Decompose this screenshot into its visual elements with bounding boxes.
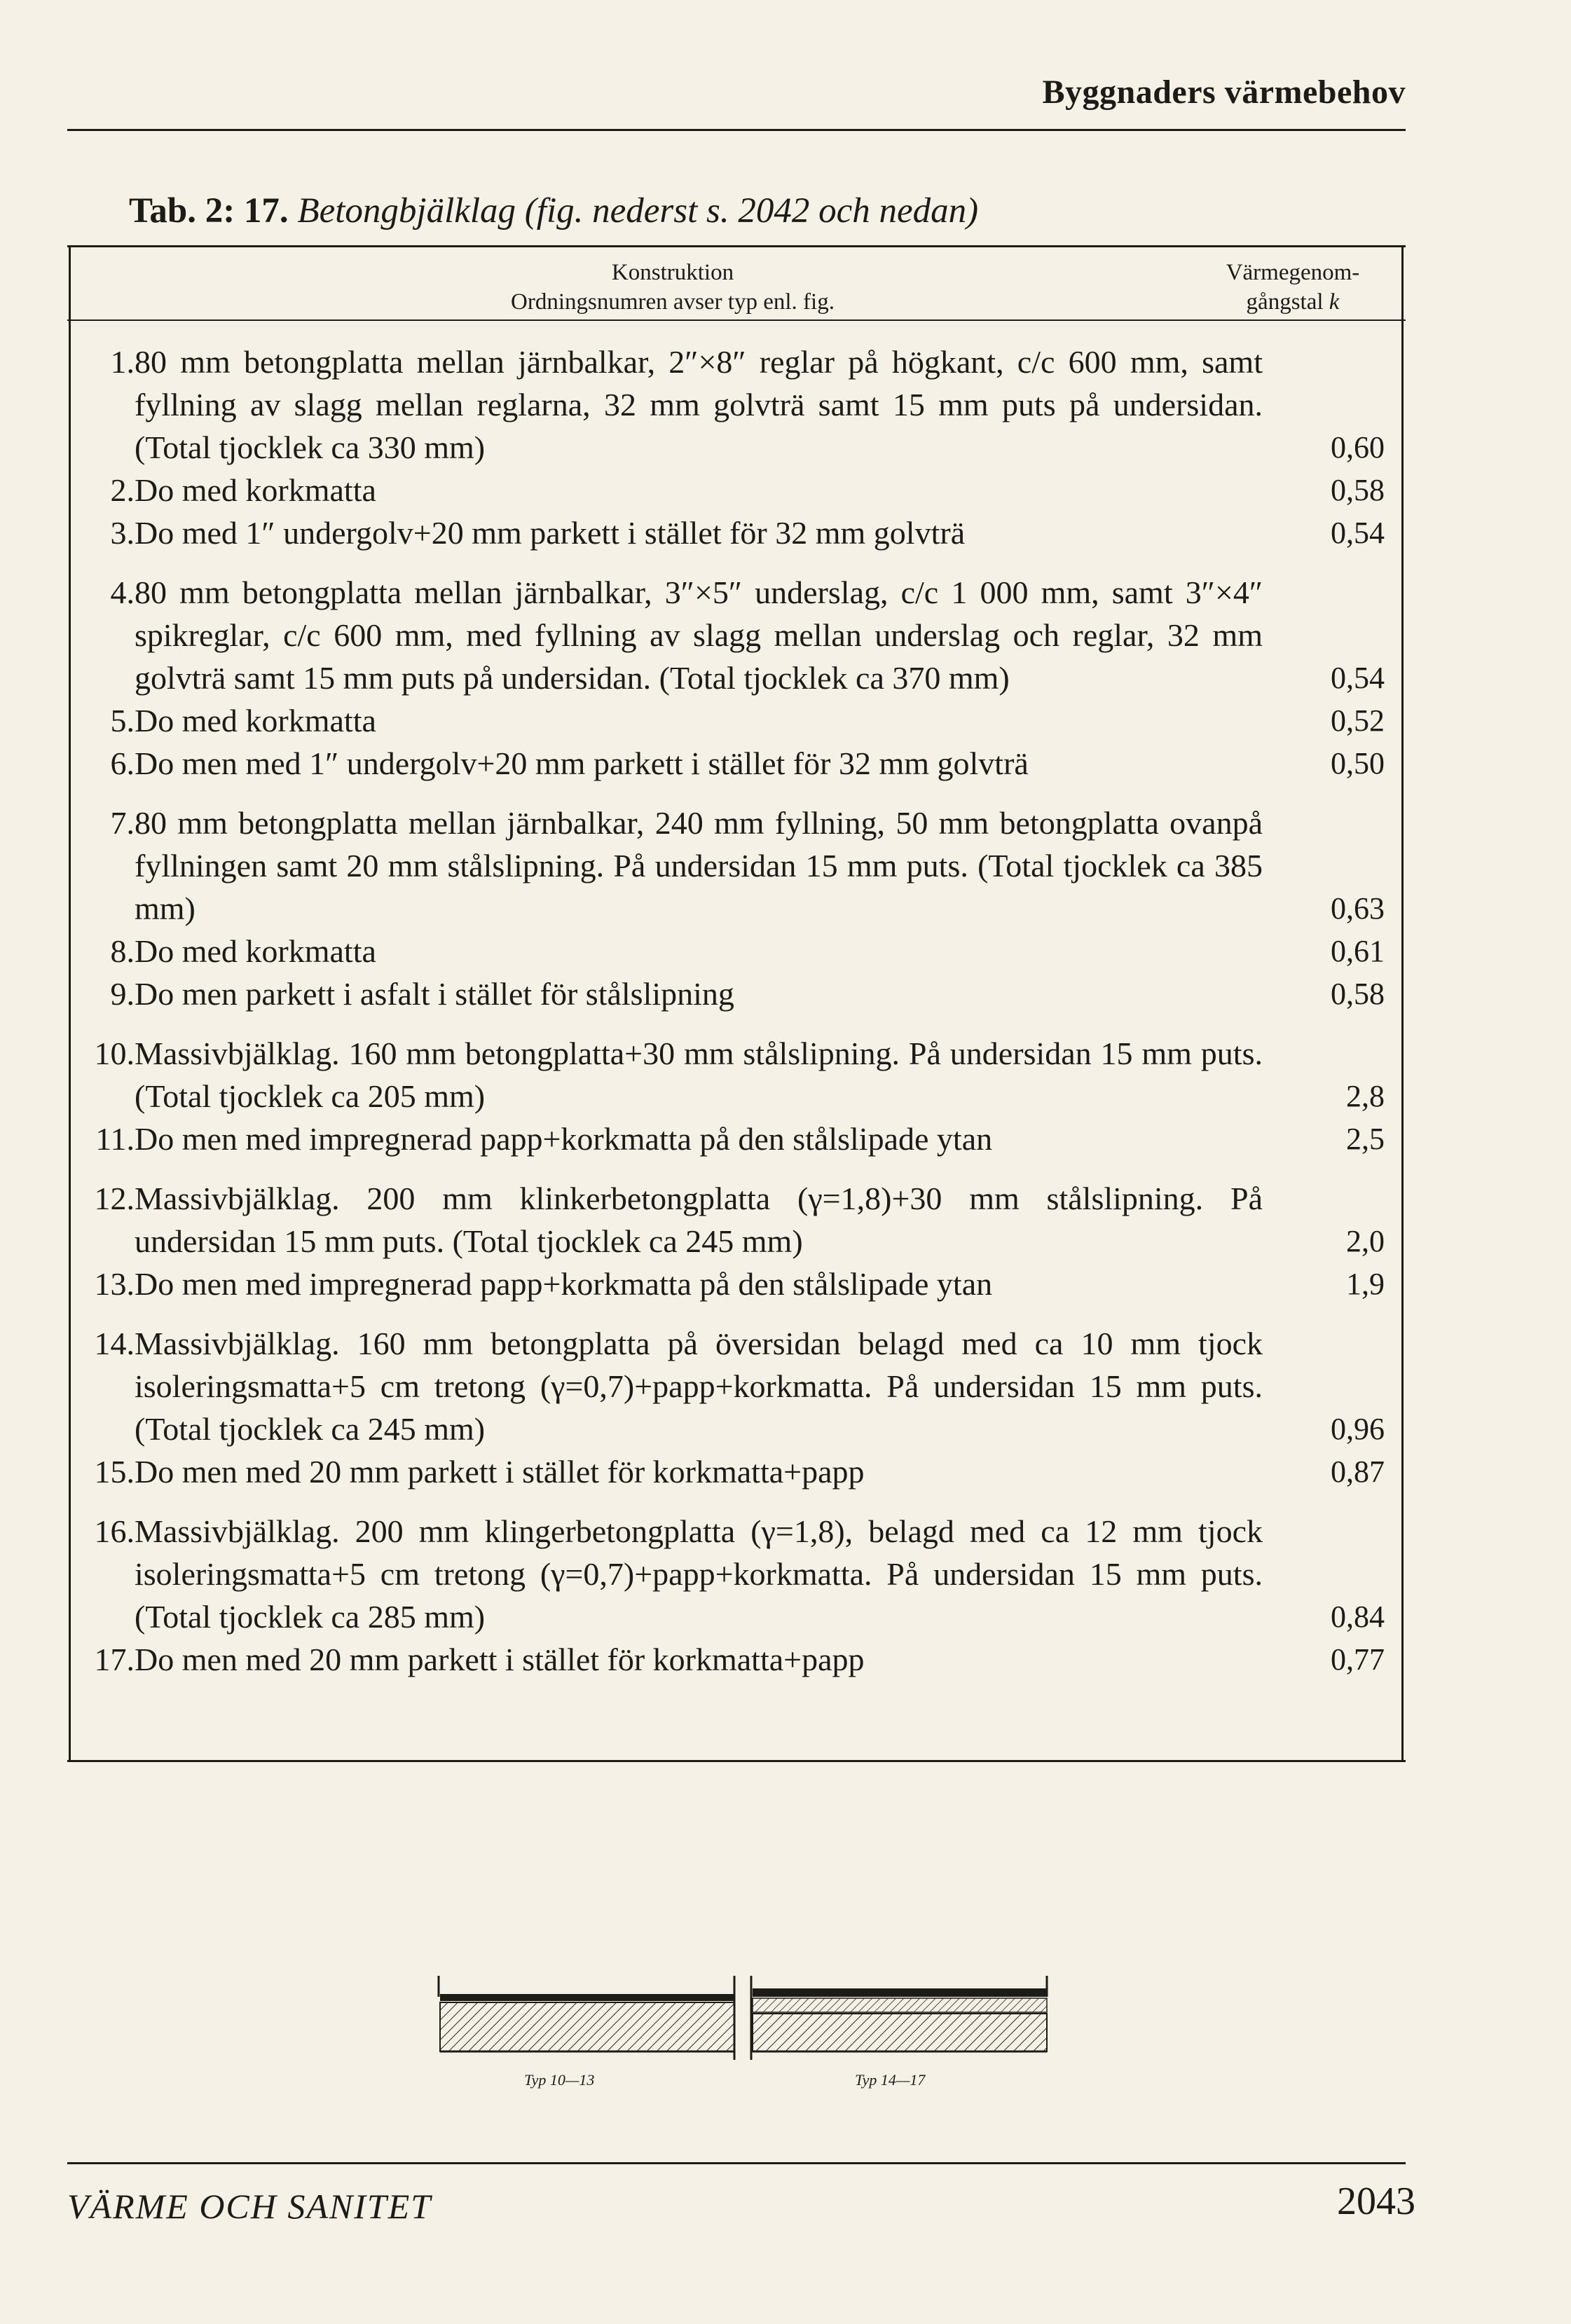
row-k-value: 0,84 [1331,1600,1385,1634]
row-description: Do men med 20 mm parkett i stället för korkmatta+papp [135,1642,865,1677]
header-rule [67,129,1406,131]
row-number: 5. [110,703,135,738]
row-description: Massivbjälklag. 200 mm klinkerbetongplatta (γ=1,8)+30 mm stålslipning. På undersidan 15 mm puts. (Total tjocklek ca 245 mm) [135,1181,1263,1259]
row-description-wrap [135,1177,1263,1263]
row-k-value: 0,50 [1331,746,1385,781]
table-row [88,1177,1399,1263]
figure-label-left: Typ 10—13 [524,2071,595,2089]
table-row [88,1118,1399,1160]
table-title: Betongbjälklag (fig. nederst s. 2042 och nedan) [297,191,979,231]
row-number: 1. [110,344,135,380]
row-description: Do men med impregnerad papp+korkmatta på den stålslipade ytan [135,1121,993,1157]
row-number: 7. [110,805,135,841]
page-number: 2043 [1337,2180,1415,2223]
table-right-border [1401,245,1404,1762]
row-k-value: 0,63 [1331,891,1385,926]
column-header-construction-line1: Konstruktion [611,260,734,285]
left-concrete-slab [440,2002,734,2051]
row-number: 11. [95,1121,135,1157]
row-description: 80 mm betongplatta mellan järnbalkar, 240 mm fyllning, 50 mm betongplatta ovanpå fyllningen samt 20 mm stålslipning. På undersidan 15 mm puts. (Total tjocklek ca 385 mm) [135,805,1263,926]
row-number: 16. [94,1513,135,1549]
column-header-k-value [1191,258,1394,317]
row-description-wrap [135,511,1263,554]
row-number: 6. [110,745,135,781]
row-description: Do med korkmatta [135,703,376,738]
row-description-wrap [135,972,1263,1015]
column-header-k-line1: Värmegenom- [1226,260,1360,285]
column-header-construction [196,258,1149,317]
row-k-value: 0,61 [1331,934,1385,968]
row-k-value: 2,0 [1346,1224,1385,1258]
running-head: Byggnaders värmebehov [1042,74,1406,111]
table-left-border [69,245,71,1762]
row-number: 8. [110,933,135,969]
column-header-k-line2-wrap [1191,287,1394,317]
row-description-wrap [135,742,1263,785]
column-header-k-symbol: k [1329,289,1340,315]
row-description: Do men med impregnerad papp+korkmatta på den stålslipade ytan [135,1266,993,1302]
row-description: Do med korkmatta [135,933,376,969]
row-k-value: 0,96 [1331,1412,1385,1446]
row-description-wrap [135,571,1263,699]
table-row [88,972,1399,1015]
row-number: 10. [94,1036,135,1071]
table-row [88,571,1399,699]
floor-section-figure [434,1976,1051,2089]
row-description-wrap [135,802,1263,930]
row-description-wrap [135,1638,1263,1681]
row-description: Do med korkmatta [135,472,376,508]
table-body [88,341,1399,1681]
row-number: 3. [110,515,135,551]
row-k-value: 0,52 [1331,703,1385,738]
right-concrete-slab [753,2014,1047,2051]
table-top-rule [67,245,1406,247]
table-row [88,1032,1399,1118]
row-number: 12. [94,1181,135,1216]
row-description: Massivbjälklag. 200 mm klingerbetongplatta (γ=1,8), belagd med ca 12 mm tjock isoleringsmatta+5 cm tretong (γ=0,7)+papp+korkmatta. På undersidan 15 mm puts. (Total tjocklek ca 285 mm) [135,1513,1263,1635]
table-row [88,1322,1399,1450]
table-row [88,802,1399,930]
figure-label-right: Typ 14—17 [855,2071,926,2089]
left-top-layer [440,1994,734,2001]
footer-title: VÄRME OCH SANITET [67,2187,432,2226]
row-description: 80 mm betongplatta mellan järnbalkar, 3″×5″ underslag, c/c 1 000 mm, samt 3″×4″ spikreglar, c/c 600 mm, med fyllning av slagg mellan underslag och reglar, 32 mm golvträ samt 15 mm puts på undersidan. (Total tjocklek ca 370 mm) [135,575,1263,696]
row-k-value: 2,8 [1346,1079,1385,1113]
table-row [88,341,1399,469]
row-description-wrap [135,1032,1263,1118]
row-description: Do med 1″ undergolv+20 mm parkett i stället för 32 mm golvträ [135,515,966,551]
row-description-wrap [135,930,1263,972]
row-description: Do men med 20 mm parkett i stället för korkmatta+papp [135,1454,865,1490]
row-number: 13. [94,1266,135,1302]
row-k-value: 0,77 [1331,1642,1385,1677]
table-row [88,1263,1399,1305]
row-description-wrap [135,1263,1263,1305]
row-description-wrap [135,341,1263,469]
row-k-value: 0,54 [1331,661,1385,695]
table-row [88,1510,1399,1638]
row-number: 17. [94,1642,135,1677]
row-k-value: 0,58 [1331,473,1385,507]
footer-rule [67,2162,1406,2164]
row-k-value: 0,58 [1331,977,1385,1011]
row-k-value: 0,87 [1331,1455,1385,1489]
row-number: 9. [110,976,135,1012]
table-header-rule [67,319,1406,321]
table-row [88,930,1399,972]
row-description-wrap [135,469,1263,511]
table-row [88,1450,1399,1493]
row-description: 80 mm betongplatta mellan järnbalkar, 2″×8″ reglar på högkant, c/c 600 mm, samt fyllning av slagg mellan reglarna, 32 mm golvträ samt 15 mm puts på undersidan. (Total tjocklek ca 330 mm) [135,344,1263,465]
row-description-wrap [135,1450,1263,1493]
row-number: 14. [94,1326,135,1361]
table-row [88,469,1399,511]
column-header-k-line2: gångstal [1246,289,1324,315]
table-bottom-rule [67,1760,1406,1762]
column-header-construction-line2: Ordningsnumren avser typ enl. fig. [511,289,835,315]
table-caption [129,191,978,231]
row-description-wrap [135,699,1263,742]
row-k-value: 0,60 [1331,430,1385,465]
table-row [88,699,1399,742]
row-k-value: 1,9 [1346,1267,1385,1301]
floor-section-drawing [434,1976,1051,2060]
row-description: Massivbjälklag. 160 mm betongplatta+30 mm stålslipning. På undersidan 15 mm puts. (Total tjocklek ca 205 mm) [135,1036,1263,1114]
table-row [88,511,1399,554]
row-number: 15. [94,1454,135,1490]
row-description: Do men med 1″ undergolv+20 mm parkett i stället för 32 mm golvträ [135,745,1029,781]
table-label: Tab. 2: 17. [129,191,289,231]
row-number: 4. [110,575,135,610]
row-description-wrap [135,1118,1263,1160]
table-row [88,742,1399,785]
row-description: Massivbjälklag. 160 mm betongplatta på översidan belagd med ca 10 mm tjock isoleringsmatta+5 cm tretong (γ=0,7)+papp+korkmatta. På undersidan 15 mm puts. (Total tjocklek ca 245 mm) [135,1326,1263,1447]
row-k-value: 0,54 [1331,516,1385,550]
table-row [88,1638,1399,1681]
row-description: Do men parkett i asfalt i stället för stålslipning [135,976,734,1012]
right-insulation-layer [753,1998,1047,2012]
row-description-wrap [135,1510,1263,1638]
row-k-value: 2,5 [1346,1122,1385,1156]
row-description-wrap [135,1322,1263,1450]
row-number: 2. [110,472,135,508]
right-top-layer [753,1988,1047,1997]
